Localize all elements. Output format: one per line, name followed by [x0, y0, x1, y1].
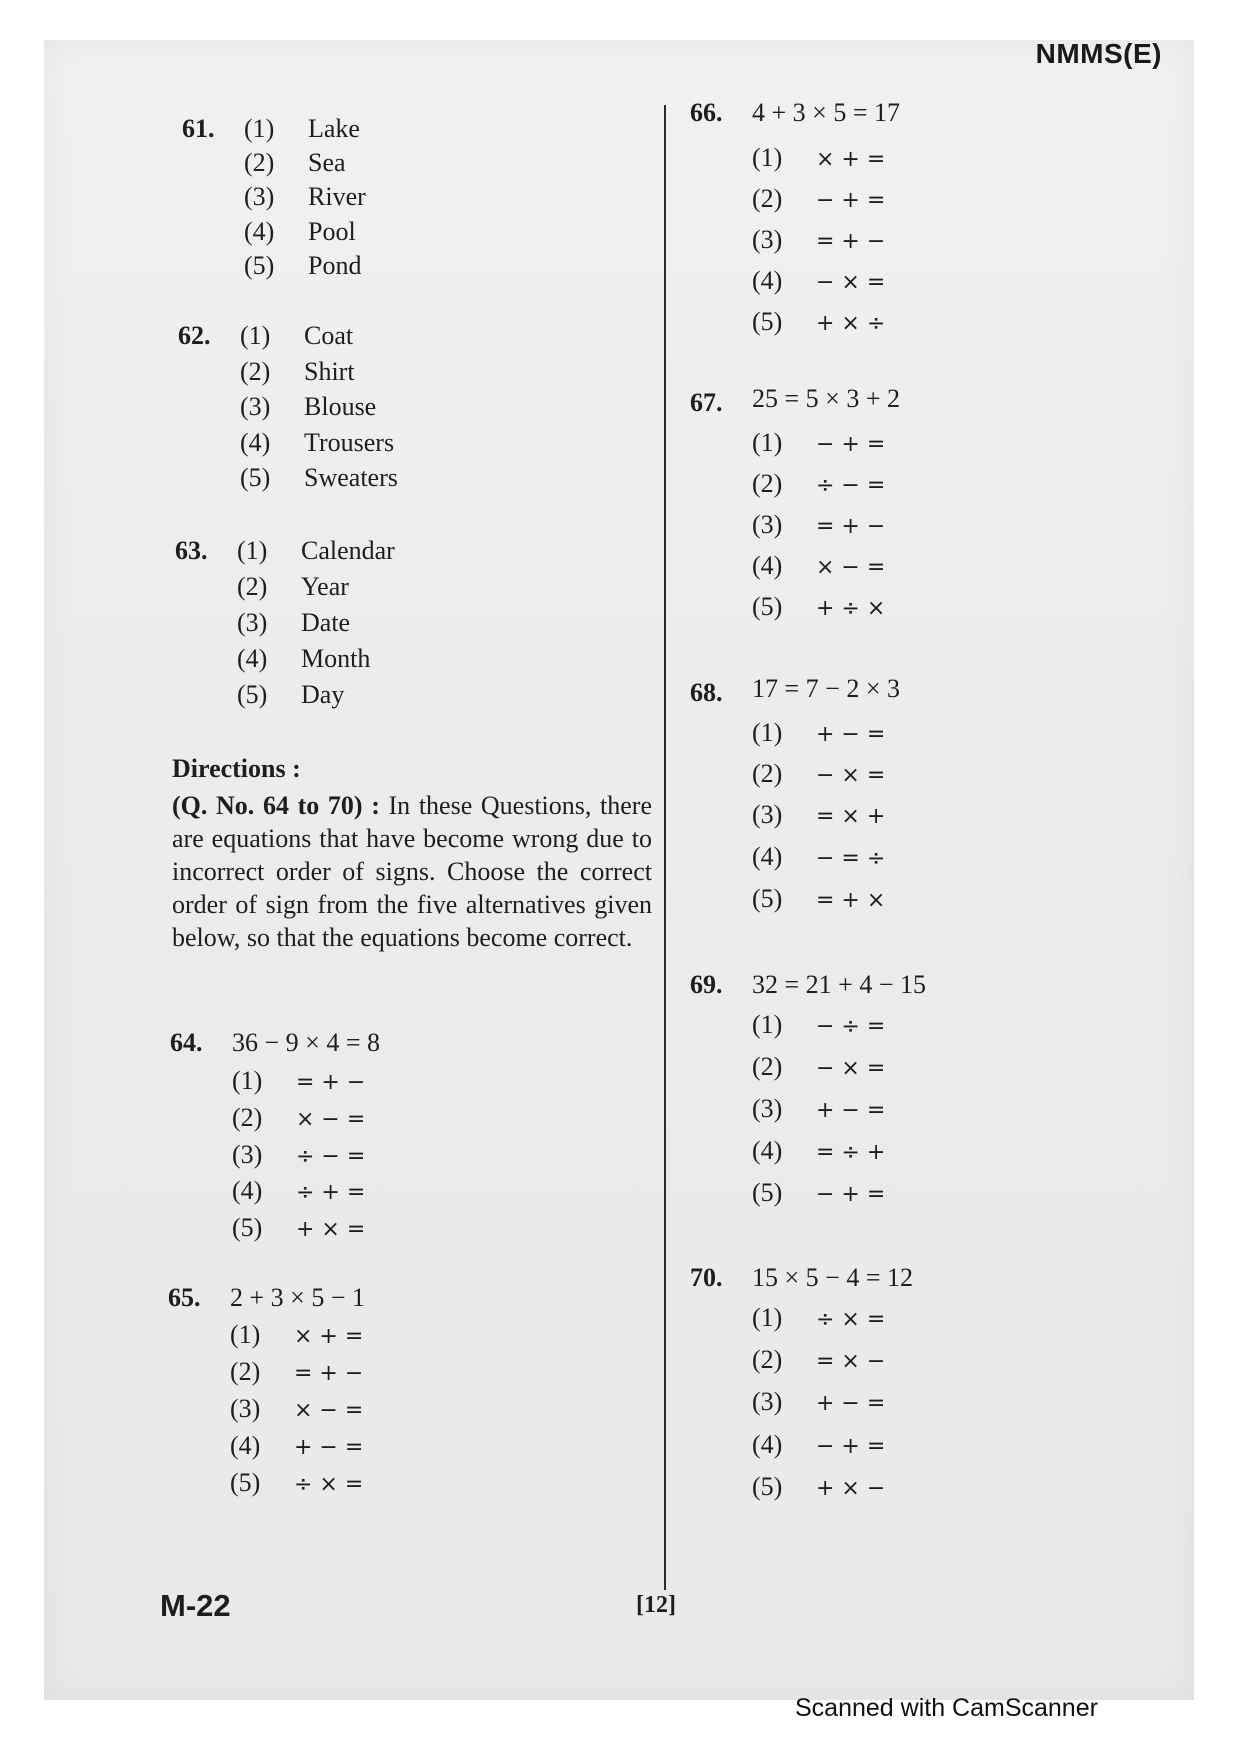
option-number: (2): [752, 759, 783, 788]
option-2: [230, 1359, 363, 1385]
option-2: [232, 1105, 365, 1131]
option-number: (4): [240, 428, 271, 457]
option-4: [752, 268, 885, 294]
option-text: Sweaters: [304, 463, 398, 492]
option-text: + − =: [816, 1098, 886, 1123]
option-1: [244, 116, 360, 142]
option-text: × − =: [816, 555, 886, 580]
option-3: [230, 1396, 363, 1422]
option-number: (1): [240, 321, 271, 350]
option-2: [240, 359, 355, 385]
option-text: − × =: [816, 763, 886, 788]
option-number: (1): [232, 1066, 263, 1095]
option-1: [230, 1322, 363, 1348]
option-number: (4): [752, 842, 783, 871]
question-number: 70.: [690, 1263, 723, 1292]
option-text: − = ÷: [816, 846, 886, 871]
question-equation: 32 = 21 + 4 − 15: [752, 970, 926, 999]
question-number: 66.: [690, 98, 723, 127]
question-number: 67.: [690, 388, 723, 417]
option-text: − + =: [816, 188, 886, 213]
option-5: [752, 1474, 885, 1500]
option-2: [752, 1054, 885, 1080]
option-text: − + =: [816, 432, 886, 457]
option-3: [232, 1142, 365, 1168]
option-number: (1): [230, 1320, 261, 1349]
option-text: − × =: [816, 1056, 886, 1081]
option-text: + × −: [816, 1476, 886, 1501]
option-text: Day: [301, 680, 345, 709]
option-text: Pool: [308, 217, 356, 246]
option-number: (3): [237, 608, 268, 637]
option-4: [244, 219, 356, 245]
option-number: (4): [244, 217, 275, 246]
option-5: [244, 253, 361, 279]
option-number: (4): [237, 644, 268, 673]
option-number: (2): [230, 1357, 261, 1386]
question-equation: 2 + 3 × 5 − 1: [230, 1283, 365, 1312]
option-number: (1): [752, 143, 783, 172]
directions-body: [172, 789, 652, 954]
directions-title: Directions :: [172, 754, 301, 783]
option-number: (2): [232, 1103, 263, 1132]
option-text: ÷ − =: [816, 473, 886, 498]
option-1: [237, 538, 395, 564]
option-number: (1): [244, 114, 275, 143]
option-text: − + =: [816, 1182, 886, 1207]
option-number: (4): [752, 266, 783, 295]
option-text: Date: [301, 608, 351, 637]
exam-code: NMMS(E): [1035, 38, 1162, 69]
option-1: [752, 1012, 885, 1038]
option-text: × + =: [294, 1324, 364, 1349]
option-2: [752, 471, 885, 497]
option-number: (1): [752, 1010, 783, 1039]
option-number: (2): [240, 357, 271, 386]
option-1: [752, 430, 885, 456]
directions-range: (Q. No. 64 to 70) :: [172, 791, 380, 820]
option-text: + − =: [294, 1435, 364, 1460]
option-text: Coat: [304, 321, 354, 350]
option-number: (3): [752, 510, 783, 539]
option-number: (2): [237, 572, 268, 601]
scanner-watermark: Scanned with CamScanner: [795, 1694, 1098, 1722]
option-3: [752, 802, 885, 828]
option-text: + × =: [296, 1217, 366, 1242]
option-5: [752, 309, 885, 335]
option-text: Calendar: [301, 536, 395, 565]
option-text: + × ÷: [816, 311, 886, 336]
question-number: 62.: [178, 321, 211, 350]
option-3: [752, 512, 885, 538]
option-5: [230, 1470, 363, 1496]
option-number: (5): [752, 1472, 783, 1501]
option-number: (5): [230, 1468, 261, 1497]
option-number: (1): [237, 536, 268, 565]
option-text: = + ×: [816, 888, 886, 913]
question-number: 64.: [170, 1028, 203, 1057]
option-number: (5): [240, 463, 271, 492]
option-number: (3): [232, 1140, 263, 1169]
option-text: ÷ + =: [296, 1180, 366, 1205]
option-number: (2): [752, 1345, 783, 1374]
page-number: [12]: [636, 1592, 676, 1618]
option-4: [230, 1433, 363, 1459]
option-3: [244, 184, 366, 210]
option-number: (2): [752, 184, 783, 213]
option-number: (4): [752, 1136, 783, 1165]
option-text: − × =: [816, 270, 886, 295]
option-text: Year: [301, 572, 349, 601]
option-number: (5): [752, 1178, 783, 1207]
option-text: Month: [301, 644, 371, 673]
option-5: [240, 465, 398, 491]
option-text: Sea: [308, 148, 346, 177]
option-text: Shirt: [304, 357, 355, 386]
option-text: = + −: [816, 514, 886, 539]
option-4: [752, 553, 885, 579]
option-text: = ÷ +: [816, 1140, 886, 1165]
option-number: (3): [240, 392, 271, 421]
option-2: [752, 186, 885, 212]
option-number: (5): [752, 884, 783, 913]
option-1: [752, 1305, 885, 1331]
option-number: (3): [230, 1394, 261, 1423]
option-number: (1): [752, 718, 783, 747]
option-number: (2): [752, 1052, 783, 1081]
question-number: 65.: [168, 1283, 201, 1312]
option-text: ÷ × =: [816, 1307, 886, 1332]
option-text: Lake: [308, 114, 360, 143]
question-equation: 15 × 5 − 4 = 12: [752, 1263, 913, 1292]
option-text: River: [308, 182, 366, 211]
option-1: [752, 145, 885, 171]
option-number: (3): [752, 1387, 783, 1416]
option-4: [752, 1138, 885, 1164]
option-1: [752, 720, 885, 746]
option-text: Blouse: [304, 392, 377, 421]
option-3: [752, 1389, 885, 1415]
option-number: (4): [232, 1176, 263, 1205]
option-5: [752, 886, 885, 912]
option-text: + ÷ ×: [816, 596, 886, 621]
option-number: (2): [752, 469, 783, 498]
option-text: + − =: [816, 722, 886, 747]
option-text: = + −: [816, 229, 886, 254]
question-number: 68.: [690, 678, 723, 707]
option-3: [237, 610, 350, 636]
question-number: 61.: [182, 114, 215, 143]
question-equation: 36 − 9 × 4 = 8: [232, 1028, 380, 1057]
option-text: = × −: [816, 1349, 886, 1374]
option-text: = × +: [816, 804, 886, 829]
option-text: ÷ − =: [296, 1144, 366, 1169]
option-text: = + −: [294, 1361, 364, 1386]
option-number: (5): [752, 307, 783, 336]
option-text: Pond: [308, 251, 362, 280]
question-number: 63.: [175, 536, 208, 565]
option-number: (4): [230, 1431, 261, 1460]
option-3: [752, 1096, 885, 1122]
option-text: Trousers: [304, 428, 395, 457]
option-4: [752, 844, 885, 870]
option-4: [237, 646, 370, 672]
option-4: [752, 1432, 885, 1458]
option-3: [240, 394, 376, 420]
option-number: (5): [237, 680, 268, 709]
option-number: (4): [752, 551, 783, 580]
option-number: (5): [244, 251, 275, 280]
option-number: (3): [752, 1094, 783, 1123]
option-1: [240, 323, 353, 349]
option-5: [232, 1215, 365, 1241]
directions-text: In these Questions, there are equations that have become wrong due to incorrect order of signs. Choose the correct order of sign from the five alternatives given below, so that the equations become correct.: [172, 791, 653, 952]
booklet-code: M-22: [160, 1588, 231, 1623]
option-3: [752, 227, 885, 253]
option-2: [752, 1347, 885, 1373]
option-1: [232, 1068, 365, 1094]
option-2: [237, 574, 349, 600]
option-text: ÷ × =: [294, 1472, 364, 1497]
option-5: [752, 594, 885, 620]
option-text: = + −: [296, 1070, 366, 1095]
question-equation: 4 + 3 × 5 = 17: [752, 98, 900, 127]
option-5: [237, 682, 344, 708]
option-number: (1): [752, 1303, 783, 1332]
option-text: × − =: [294, 1398, 364, 1423]
option-number: (4): [752, 1430, 783, 1459]
directions-block: [172, 752, 652, 954]
option-number: (5): [232, 1213, 263, 1242]
option-4: [240, 430, 394, 456]
option-text: − ÷ =: [816, 1014, 886, 1039]
question-equation: 17 = 7 − 2 × 3: [752, 674, 900, 703]
option-2: [752, 761, 885, 787]
option-text: − + =: [816, 1434, 886, 1459]
option-2: [244, 150, 346, 176]
option-number: (3): [752, 800, 783, 829]
option-text: × − =: [296, 1107, 366, 1132]
option-text: × + =: [816, 147, 886, 172]
option-number: (1): [752, 428, 783, 457]
option-5: [752, 1180, 885, 1206]
column-divider: [664, 105, 666, 1590]
option-number: (3): [244, 182, 275, 211]
option-4: [232, 1178, 365, 1204]
question-equation: 25 = 5 × 3 + 2: [752, 384, 900, 413]
option-number: (2): [244, 148, 275, 177]
question-number: 69.: [690, 970, 723, 999]
option-number: (5): [752, 592, 783, 621]
option-number: (3): [752, 225, 783, 254]
option-text: + − =: [816, 1391, 886, 1416]
